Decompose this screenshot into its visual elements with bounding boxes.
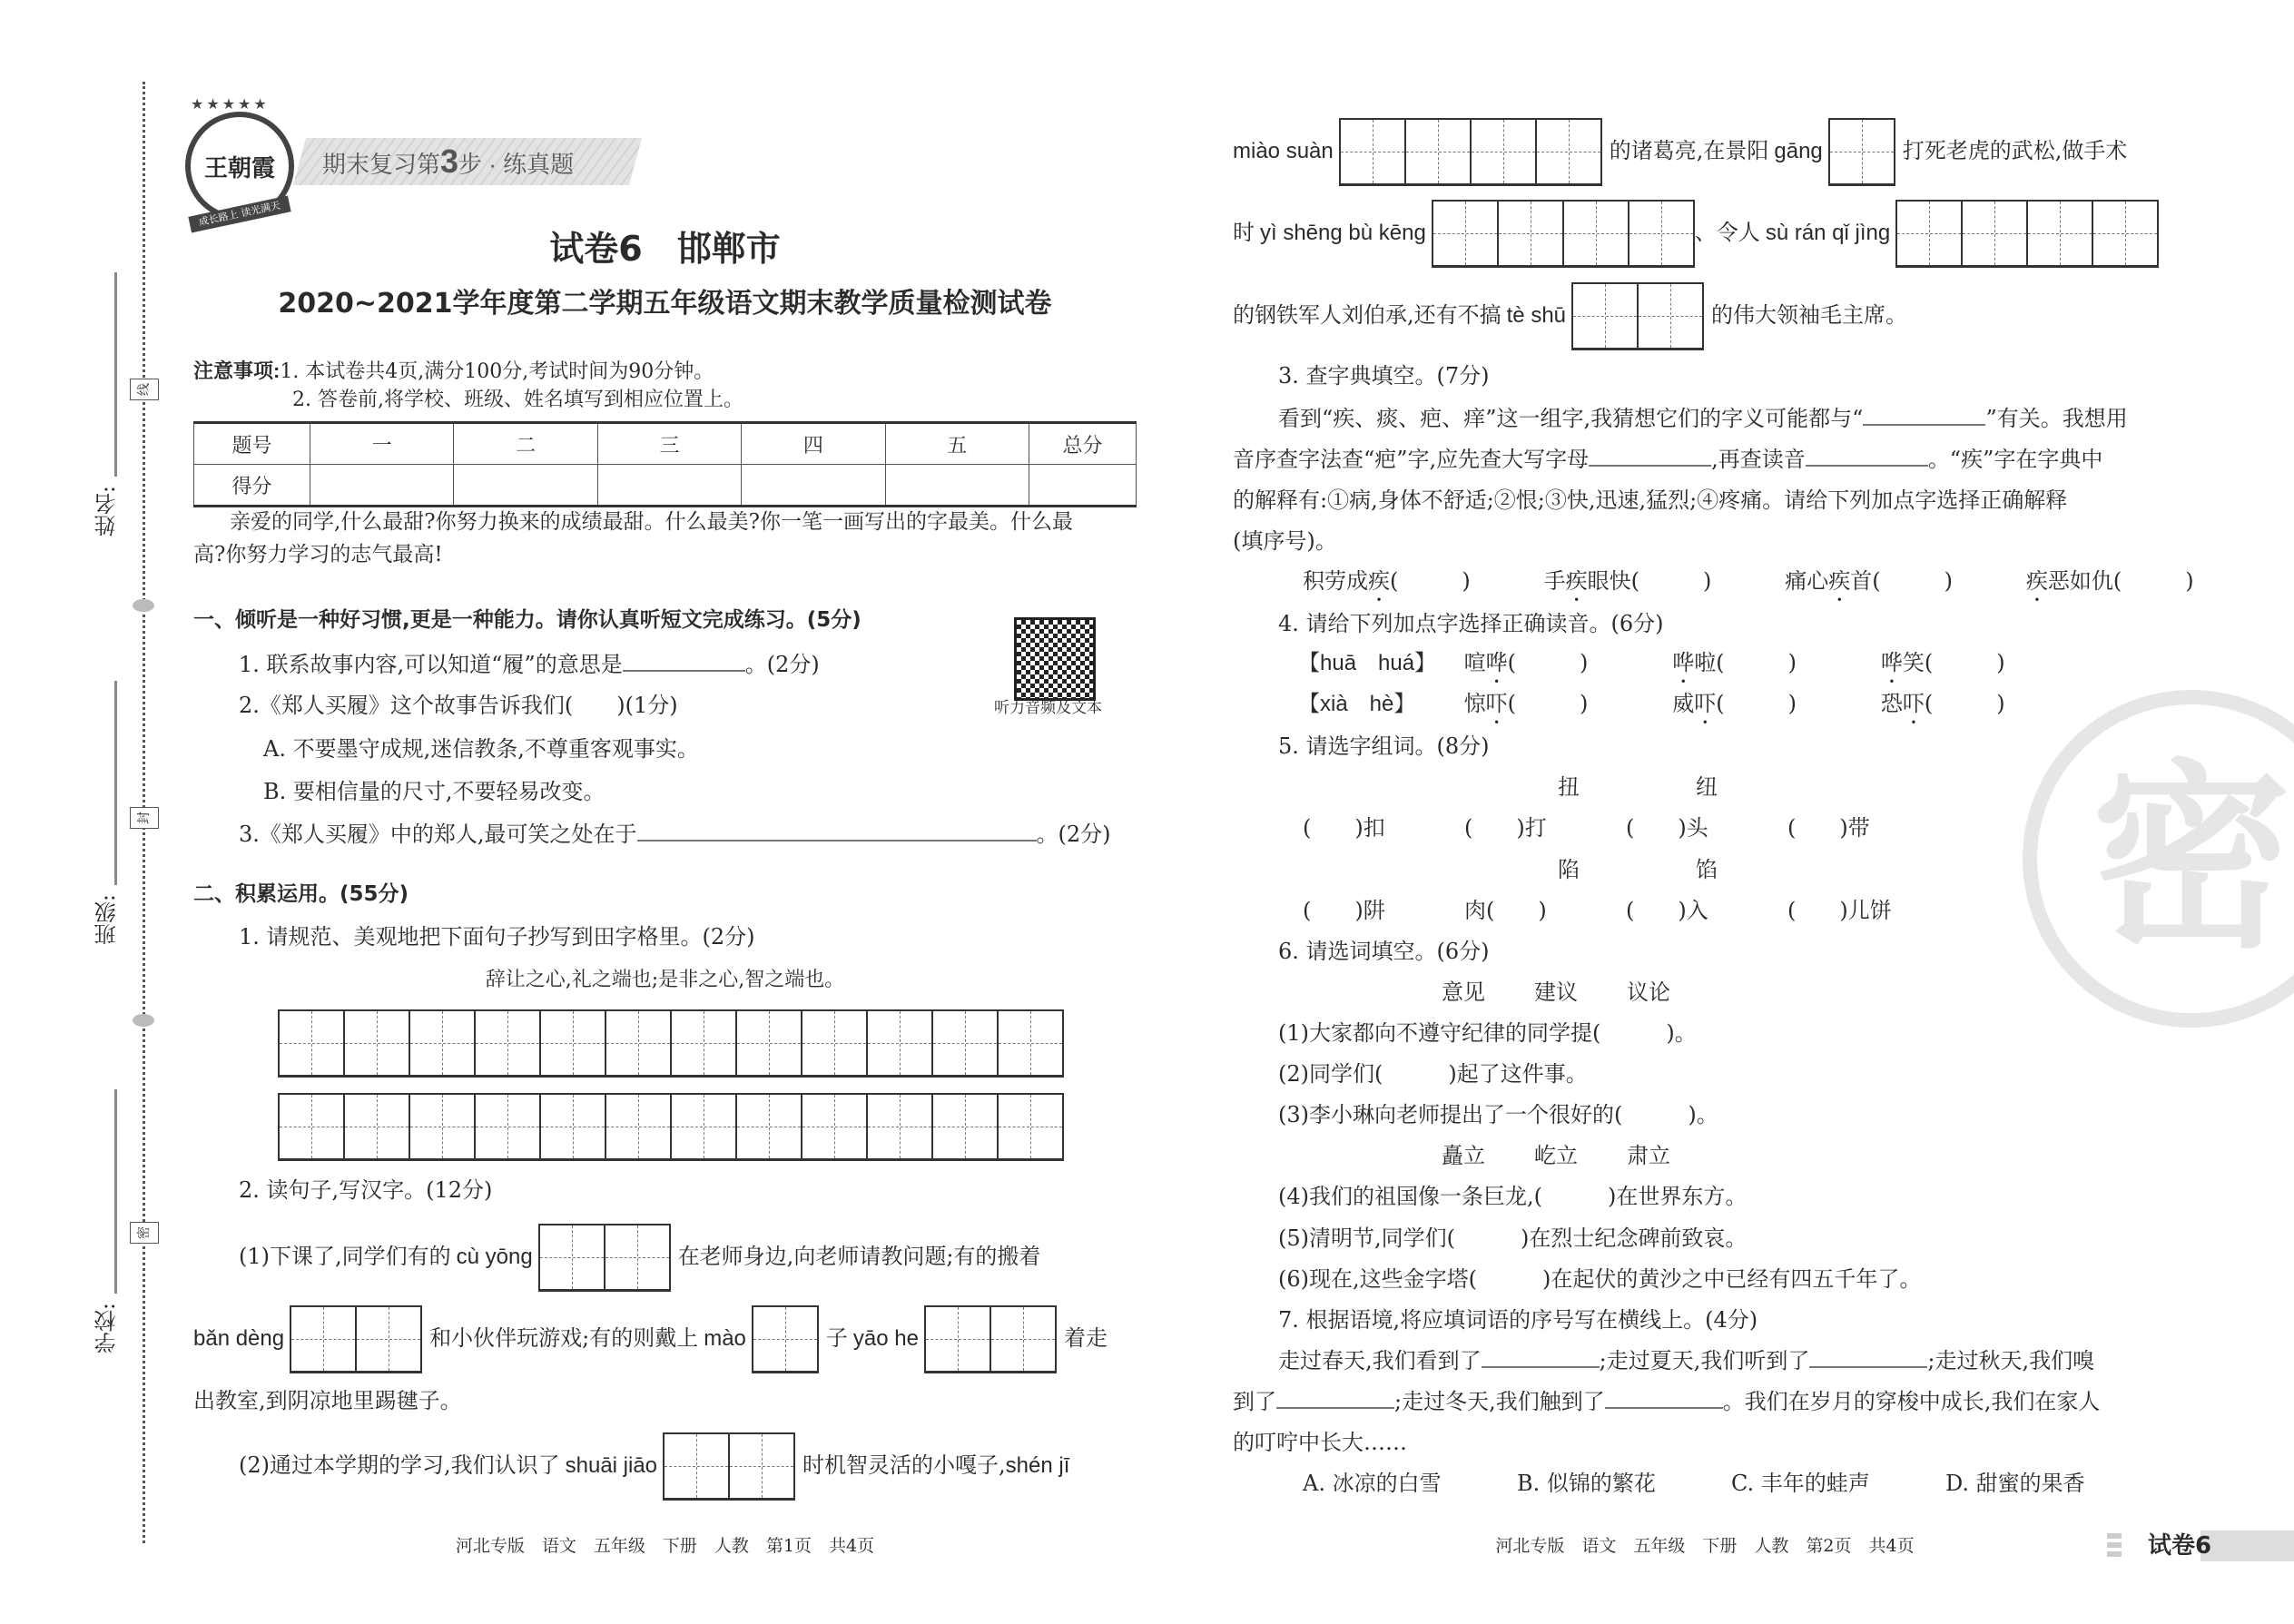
tianzige-cell[interactable] xyxy=(997,1095,1062,1158)
tianzige-cell[interactable] xyxy=(801,1011,866,1075)
paper-tab-decoration xyxy=(2107,1533,2122,1559)
binding-marker-xian: 线 xyxy=(130,379,159,400)
sentence-2b: miào suàn 的诸葛亮,在景阳 gāng 打死老虎的武松,做手术 xyxy=(1233,116,2127,186)
sentence-2c: 时 yì shēng bù kēng 、令人 sù rán qǐ jìng xyxy=(1233,198,2159,268)
tianzige-cell[interactable] xyxy=(280,1095,343,1158)
tianzige-cell[interactable] xyxy=(728,1434,793,1498)
q6-sentence-3: (3)李小琳向老师提出了一个很好的( )。 xyxy=(1278,1102,1718,1127)
school-label: 学校: xyxy=(94,1303,120,1354)
name-field[interactable] xyxy=(114,272,117,477)
header-cell: 三 xyxy=(597,423,741,465)
swirl-ornament xyxy=(133,1014,154,1027)
copy-sentence: 辞让之心,礼之端也;是非之心,智之端也。 xyxy=(485,969,845,991)
score-cell[interactable] xyxy=(742,465,885,507)
tianzige-cell[interactable] xyxy=(670,1011,735,1075)
header-cell: 二 xyxy=(454,423,597,465)
q6-sentence-5: (5)清明节,同学们( )在烈士纪念碑前致哀。 xyxy=(1278,1225,1748,1251)
section-banner-text: 期末复习第3步 · 练真题 xyxy=(322,143,575,180)
word-item: 哗笑( ) xyxy=(1880,650,2005,675)
tianzige-cell[interactable] xyxy=(2026,202,2092,265)
tianzige-cell[interactable] xyxy=(1830,120,1894,183)
logo-text: 王朝霞 xyxy=(203,154,275,182)
header-cell: 总分 xyxy=(1029,423,1137,465)
q4-row-1: 【huā huá】 喧哗( ) 哗啦( ) 哗笑( ) xyxy=(1298,647,2005,688)
q7-line-2: 到了 ;走过冬天,我们触到了 。我们在岁月的穿梭中成长,我们在家人 xyxy=(1233,1389,2101,1414)
tianzige-cell[interactable] xyxy=(540,1225,604,1289)
binding-marker-feng: 封 xyxy=(130,807,159,829)
s1-option-b: B. 要相信量的尺寸,不要轻易改变。 xyxy=(263,779,605,804)
s2-question-1: 1. 请规范、美观地把下面句子抄写到田字格里。(2分) xyxy=(239,924,755,950)
header-cell: 五 xyxy=(885,423,1029,465)
tianzige-cell[interactable] xyxy=(539,1011,605,1075)
notes-line-2: 2. 答卷前,将学校、班级、姓名填写到相应位置上。 xyxy=(292,389,743,411)
tianzige-cell[interactable] xyxy=(1404,120,1470,183)
tianzige-box[interactable] xyxy=(1571,282,1704,350)
sentence-1a: (1)下课了,同学们有的 cù yōng 在老师身边,向老师请教问题;有的搬着 xyxy=(239,1222,1040,1292)
copy-grid-row-2[interactable] xyxy=(278,1093,1064,1161)
tianzige-cell[interactable] xyxy=(1535,120,1600,183)
word-item: 惊吓( ) xyxy=(1463,691,1589,716)
logo-stars-icon: ★★★★★ xyxy=(191,95,270,113)
tianzige-cell[interactable] xyxy=(343,1095,409,1158)
word-item: 疾恶如仇( ) xyxy=(2025,568,2194,594)
tianzige-cell[interactable] xyxy=(474,1011,539,1075)
s1-question-2: 2.《郑人买履》这个故事告诉我们( )(1分) xyxy=(239,693,678,718)
tianzige-cell[interactable] xyxy=(409,1011,474,1075)
word-item: 喧哗( ) xyxy=(1463,650,1589,675)
q3-line-1: 看到“疾、痰、疤、痒”这一组字,我猜想它们的字义可能都与“ ”有关。我想用 xyxy=(1278,406,2128,431)
tianzige-box[interactable] xyxy=(752,1305,819,1373)
s2-question-3: 3. 查字典填空。(7分) xyxy=(1278,363,1490,389)
sentence-2a: (2)通过本学期的学习,我们认识了 shuāi jiāo 时机智灵活的小嘎子,shén jī xyxy=(239,1431,1069,1501)
q3-line-3: 的解释有:①病,身体不舒适;②恨;③快,迅速,猛烈;④疼痛。请给下列加点字选择正确解释 xyxy=(1233,487,2068,513)
tianzige-box[interactable] xyxy=(290,1305,422,1373)
swirl-ornament xyxy=(133,599,154,612)
tianzige-cell[interactable] xyxy=(1573,284,1637,348)
answer-blank[interactable] xyxy=(1809,1346,1927,1368)
tianzige-cell[interactable] xyxy=(280,1011,343,1075)
s1-option-a: A. 不要墨守成规,迷信教条,不尊重客观事实。 xyxy=(263,736,699,762)
tianzige-cell[interactable] xyxy=(539,1095,605,1158)
class-label: 班级: xyxy=(94,894,120,946)
row-label: 得分 xyxy=(194,465,310,507)
tianzige-cell[interactable] xyxy=(735,1095,801,1158)
tianzige-cell[interactable] xyxy=(2092,202,2157,265)
q5-pair-2: 陷 馅 xyxy=(1558,857,1718,882)
tianzige-cell[interactable] xyxy=(866,1095,931,1158)
word-item: 积劳成疾( ) xyxy=(1303,568,1471,594)
tianzige-cell[interactable] xyxy=(735,1011,801,1075)
tianzige-cell[interactable] xyxy=(605,1011,670,1075)
brand-logo xyxy=(182,95,290,229)
footer-right: 河北专版 语文 五年级 下册 人教 第2页 共4页 xyxy=(1495,1536,1915,1556)
s2-question-2: 2. 读句子,写汉字。(12分) xyxy=(239,1177,493,1203)
q4-row-2: 【xià hè】 惊吓( ) 威吓( ) 恐吓( ) xyxy=(1298,688,2005,729)
score-cell[interactable] xyxy=(310,465,454,507)
school-field[interactable] xyxy=(114,1089,117,1294)
tianzige-cell[interactable] xyxy=(670,1095,735,1158)
q6-word-bank-2: 矗立 屹立 肃立 xyxy=(1442,1143,1670,1168)
tianzige-cell[interactable] xyxy=(409,1095,474,1158)
section-1-title: 一、倾听是一种好习惯,更是一种能力。请你认真听短文完成练习。(5分) xyxy=(193,608,861,632)
tianzige-box[interactable] xyxy=(1432,200,1695,268)
tianzige-box[interactable] xyxy=(1895,200,2159,268)
tianzige-cell[interactable] xyxy=(1961,202,2026,265)
tianzige-cell[interactable] xyxy=(1497,202,1562,265)
tianzige-cell[interactable] xyxy=(1470,120,1535,183)
tianzige-cell[interactable] xyxy=(989,1307,1055,1371)
q6-sentence-6: (6)现在,这些金字塔( )在起伏的黄沙之中已经有四五千年了。 xyxy=(1278,1266,1922,1292)
score-cell[interactable] xyxy=(1029,465,1137,507)
q6-word-bank-1: 意见 建议 议论 xyxy=(1442,979,1670,1005)
score-cell[interactable] xyxy=(454,465,597,507)
section-2-title: 二、积累运用。(55分) xyxy=(193,882,409,906)
tianzige-cell[interactable] xyxy=(343,1011,409,1075)
answer-blank[interactable] xyxy=(623,650,745,672)
tianzige-cell[interactable] xyxy=(355,1307,420,1371)
q6-sentence-4: (4)我们的祖国像一条巨龙,( )在世界东方。 xyxy=(1278,1184,1748,1209)
tianzige-box[interactable] xyxy=(663,1432,795,1501)
tianzige-cell[interactable] xyxy=(1897,202,1961,265)
answer-blank[interactable] xyxy=(1806,445,1928,467)
q5-pair-1: 扭 纽 xyxy=(1558,774,1718,800)
s2-question-6: 6. 请选词填空。(6分) xyxy=(1278,939,1490,964)
word-item: 威吓( ) xyxy=(1672,691,1797,716)
logo-ribbon: 成长路上 读光满天 xyxy=(188,196,290,233)
binding-marker-mi: 密 xyxy=(130,1222,159,1244)
tianzige-cell[interactable] xyxy=(1637,284,1702,348)
tianzige-cell[interactable] xyxy=(605,1095,670,1158)
page-title: 试卷6 邯郸市 xyxy=(549,229,781,269)
q6-sentence-1: (1)大家都向不遵守纪律的同学提( )。 xyxy=(1278,1020,1697,1046)
tianzige-cell[interactable] xyxy=(926,1307,989,1371)
s2-question-7: 7. 根据语境,将应填词语的序号写在横线上。(4分) xyxy=(1278,1307,1758,1333)
qr-caption: 听力音频及文本 xyxy=(994,699,1102,717)
tianzige-cell[interactable] xyxy=(997,1011,1062,1075)
answer-blank[interactable] xyxy=(1276,1387,1394,1409)
score-table-score-row xyxy=(194,465,1137,507)
score-table xyxy=(193,421,1137,507)
tianzige-cell[interactable] xyxy=(474,1095,539,1158)
tianzige-cell[interactable] xyxy=(1628,202,1693,265)
answer-blank[interactable] xyxy=(1589,445,1711,467)
footer-left: 河北专版 语文 五年级 下册 人教 第1页 共4页 xyxy=(455,1536,875,1556)
q5-row-2: ( )阱 肉( ) ( )入 ( )儿饼 xyxy=(1303,898,1892,923)
tianzige-cell[interactable] xyxy=(1433,202,1497,265)
tianzige-cell[interactable] xyxy=(753,1307,817,1371)
tianzige-cell[interactable] xyxy=(1562,202,1628,265)
tianzige-box[interactable] xyxy=(1828,118,1895,186)
s2-question-5: 5. 请选字组词。(8分) xyxy=(1278,733,1490,759)
tianzige-cell[interactable] xyxy=(604,1225,669,1289)
watermark-seal: 密 xyxy=(2023,690,2294,1028)
page-subtitle: 2020~2021学年度第二学期五年级语文期末教学质量检测试卷 xyxy=(278,288,1052,320)
s2-question-4: 4. 请给下列加点字选择正确读音。(6分) xyxy=(1278,611,1664,636)
tianzige-cell[interactable] xyxy=(931,1011,997,1075)
answer-blank[interactable] xyxy=(637,820,1037,842)
tianzige-cell[interactable] xyxy=(665,1434,728,1498)
word-item: 手疾眼快( ) xyxy=(1543,568,1712,594)
answer-blank[interactable] xyxy=(1605,1387,1723,1409)
header-cell: 一 xyxy=(310,423,454,465)
q5-row-1: ( )扣 ( )打 ( )头 ( )带 xyxy=(1303,815,1870,841)
answer-blank[interactable] xyxy=(1482,1346,1600,1368)
sentence-1b: bǎn dèng 和小伙伴玩游戏;有的则戴上 mào 子 yāo he 着走 xyxy=(193,1304,1108,1373)
tianzige-box[interactable] xyxy=(924,1305,1057,1373)
word-item: 哗啦( ) xyxy=(1672,650,1797,675)
answer-blank[interactable] xyxy=(1863,404,1985,426)
s1-question-3: 3.《郑人买履》中的郑人,最可笑之处在于 。(2分) xyxy=(239,822,1111,847)
word-item: 痛心疾首( ) xyxy=(1785,568,1954,594)
tianzige-cell[interactable] xyxy=(866,1011,931,1075)
tianzige-cell[interactable] xyxy=(1341,120,1404,183)
tianzige-cell[interactable] xyxy=(931,1095,997,1158)
q3-line-4: (填序号)。 xyxy=(1233,528,1337,554)
q3-line-2: 音序查字法查“疤”字,应先查大写字母 ,再查读音 。“疾”字在字典中 xyxy=(1233,447,2103,472)
sentence-2d: 的钢铁军人刘伯承,还有不搞 tè shū 的伟大领袖毛主席。 xyxy=(1233,281,1907,350)
tianzige-box[interactable] xyxy=(1339,118,1602,186)
score-table-header-row xyxy=(194,423,1137,465)
paper-tab: 试卷6 xyxy=(2124,1530,2294,1561)
tianzige-box[interactable] xyxy=(538,1224,671,1292)
sentence-1c: 出教室,到阴凉地里踢毽子。 xyxy=(193,1388,462,1413)
q6-sentence-2: (2)同学们( )起了这件事。 xyxy=(1278,1061,1588,1087)
s1-question-1: 1. 联系故事内容,可以知道“履”的意思是 。(2分) xyxy=(239,652,820,677)
intro-line-1: 亲爱的同学,什么最甜?你努力换来的成绩最甜。什么最美?你一笔一画写出的字最美。什么最 xyxy=(230,510,1073,534)
q7-options: A. 冰凉的白雪 B. 似锦的繁花 C. 丰年的蛙声 D. 甜蜜的果香 xyxy=(1303,1471,2085,1496)
word-item: 恐吓( ) xyxy=(1880,691,2005,716)
q3-words xyxy=(1303,566,2194,606)
q7-line-3: 的叮咛中长大…… xyxy=(1233,1430,1407,1455)
tianzige-cell[interactable] xyxy=(801,1095,866,1158)
score-cell[interactable] xyxy=(885,465,1029,507)
copy-grid-row-1[interactable] xyxy=(278,1009,1064,1078)
header-cell: 四 xyxy=(742,423,885,465)
class-field[interactable] xyxy=(114,681,117,885)
intro-line-2: 高?你努力学习的志气最高! xyxy=(193,543,443,566)
notes-line-1: 注意事项:1. 本试卷共4页,满分100分,考试时间为90分钟。 xyxy=(193,359,714,383)
name-label: 姓名: xyxy=(94,486,120,537)
q7-line-1: 走过春天,我们看到了 ;走过夏天,我们听到了 ;走过秋天,我们嗅 xyxy=(1278,1348,2095,1373)
score-cell[interactable] xyxy=(597,465,741,507)
tianzige-cell[interactable] xyxy=(291,1307,355,1371)
header-cell: 题号 xyxy=(194,423,310,465)
qr-code-icon xyxy=(1017,620,1093,698)
